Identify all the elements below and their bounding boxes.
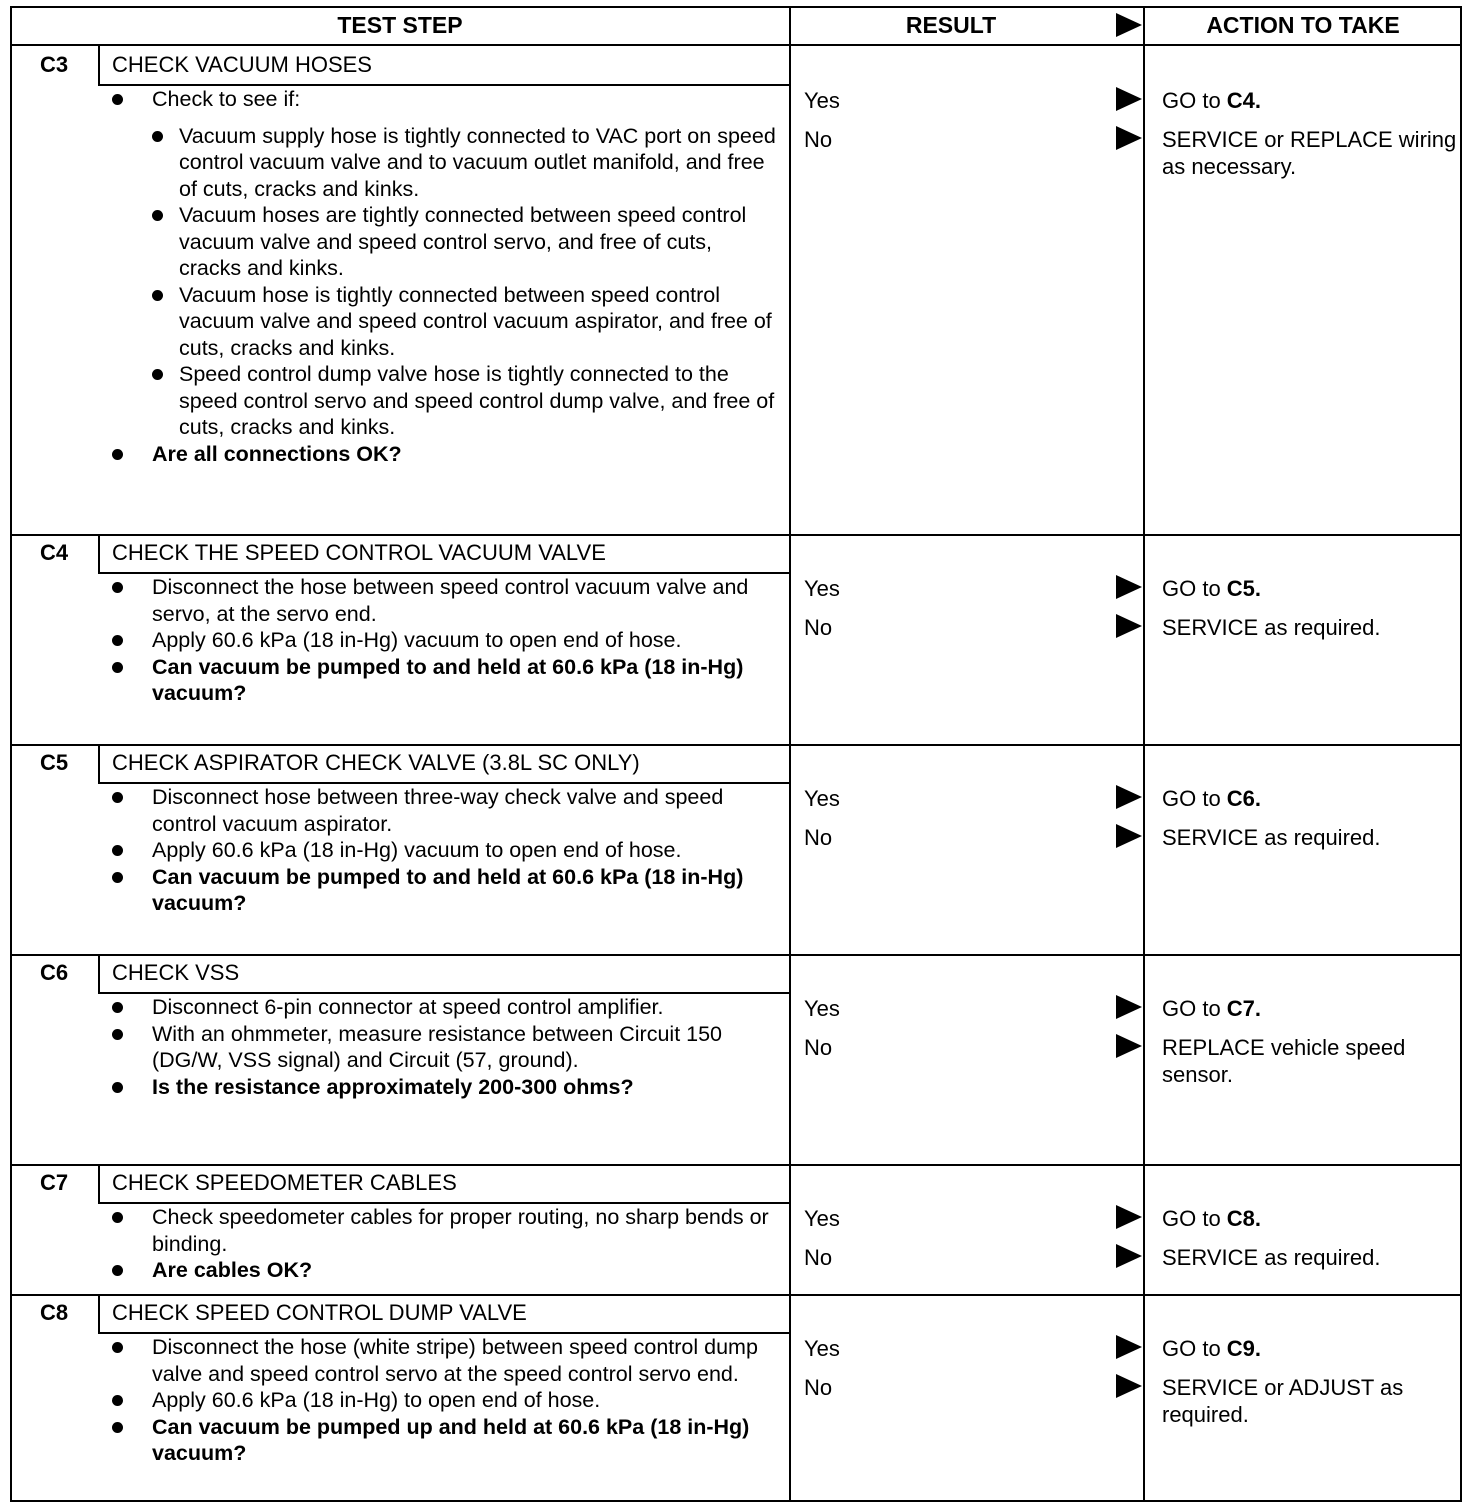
step-question bbox=[110, 864, 778, 917]
no-arrow-icon bbox=[1116, 1244, 1142, 1268]
vertical-rule bbox=[98, 954, 100, 992]
no-arrow-icon bbox=[1116, 1034, 1142, 1058]
yes-action-prefix: GO to bbox=[1162, 786, 1227, 811]
step-instruction bbox=[110, 994, 778, 1021]
step-question bbox=[110, 654, 778, 707]
sub-bullet-list bbox=[152, 123, 778, 441]
yes-arrow-icon bbox=[1116, 995, 1142, 1019]
diagnostic-table bbox=[10, 6, 1462, 1502]
bullet-icon bbox=[112, 1212, 123, 1223]
vertical-rule bbox=[98, 46, 100, 84]
yes-action bbox=[1162, 786, 1458, 813]
bullet-icon bbox=[112, 94, 123, 105]
yes-action-prefix: GO to bbox=[1162, 996, 1227, 1021]
result-yes: Yes bbox=[804, 996, 840, 1021]
bullet-icon bbox=[112, 1422, 123, 1433]
vertical-rule bbox=[98, 1164, 100, 1202]
bullet-text: Are all connections OK? bbox=[152, 441, 402, 466]
step-instruction bbox=[110, 1021, 778, 1074]
result-yes: Yes bbox=[804, 576, 840, 601]
sub-condition bbox=[152, 361, 778, 441]
step-id: C5 bbox=[39, 750, 69, 775]
bullet-icon bbox=[112, 1082, 123, 1093]
yes-arrow-icon bbox=[1116, 1205, 1142, 1229]
result-no: No bbox=[804, 127, 833, 152]
step-id: C6 bbox=[39, 960, 69, 985]
no-arrow-icon bbox=[1116, 824, 1142, 848]
yes-action-prefix: GO to bbox=[1162, 1206, 1227, 1231]
bullet-text: Check speedometer cables for proper routing, no sharp bends or binding. bbox=[152, 1205, 769, 1256]
step-title: CHECK ASPIRATOR CHECK VALVE (3.8L SC ONLY) bbox=[112, 750, 640, 775]
result-yes: Yes bbox=[804, 1206, 840, 1231]
step-instruction bbox=[110, 1204, 778, 1257]
step-id: C8 bbox=[39, 1300, 69, 1325]
step-question bbox=[110, 1414, 778, 1467]
no-action: SERVICE as required. bbox=[1162, 1245, 1381, 1270]
bullet-text: Disconnect the hose between speed control vacuum valve and servo, at the servo end. bbox=[152, 575, 749, 626]
step-bullet-list bbox=[110, 994, 778, 1100]
step-id: C7 bbox=[39, 1170, 69, 1195]
bullet-icon bbox=[152, 210, 163, 221]
step-instruction bbox=[110, 837, 778, 864]
yes-arrow-icon bbox=[1116, 575, 1142, 599]
step-instruction bbox=[110, 1334, 778, 1387]
sub-condition-text: Vacuum hoses are tightly connected between speed control vacuum valve and speed control servo, and free of cuts, cracks and kinks. bbox=[179, 203, 747, 280]
step-bullet-list bbox=[110, 86, 778, 467]
result-yes: Yes bbox=[804, 88, 840, 113]
bullet-text: Can vacuum be pumped up and held at 60.6 kPa (18 in-Hg) vacuum? bbox=[152, 1414, 750, 1465]
bullet-text: Can vacuum be pumped to and held at 60.6 kPa (18 in-Hg) vacuum? bbox=[152, 864, 744, 915]
bullet-text: Is the resistance approximately 200-300 ohms? bbox=[152, 1074, 634, 1099]
yes-action bbox=[1162, 1206, 1458, 1233]
no-arrow-icon bbox=[1116, 126, 1142, 150]
no-action: SERVICE as required. bbox=[1162, 615, 1381, 640]
yes-arrow-icon bbox=[1116, 1335, 1142, 1359]
no-action: REPLACE vehicle speed sensor. bbox=[1162, 1035, 1406, 1087]
bullet-icon bbox=[112, 662, 123, 673]
vertical-rule bbox=[1460, 6, 1462, 1502]
result-yes: Yes bbox=[804, 1336, 840, 1361]
bullet-text: Disconnect hose between three-way check valve and speed control vacuum aspirator. bbox=[152, 785, 724, 836]
yes-action-prefix: GO to bbox=[1162, 88, 1227, 113]
bullet-icon bbox=[112, 1002, 123, 1013]
step-bullet-list bbox=[110, 1204, 778, 1284]
bullet-icon bbox=[112, 449, 123, 460]
yes-action-target: C8. bbox=[1226, 1206, 1262, 1231]
step-question bbox=[110, 1074, 778, 1101]
bullet-text: Disconnect the hose (white stripe) between speed control dump valve and speed control servo at the speed control servo end. bbox=[152, 1335, 758, 1386]
yes-arrow-icon bbox=[1116, 87, 1142, 111]
sub-condition-text: Vacuum hose is tightly connected between speed control vacuum valve and speed control vacuum aspirator, and free of cuts, cracks and kinks. bbox=[179, 282, 772, 360]
sub-condition bbox=[152, 202, 778, 282]
result-no: No bbox=[804, 1035, 833, 1060]
action-header: ACTION TO TAKE bbox=[1206, 12, 1400, 38]
bullet-icon bbox=[112, 582, 123, 593]
bullet-text: Apply 60.6 kPa (18 in-Hg) to open end of hose. bbox=[152, 1388, 601, 1412]
bullet-text: Can vacuum be pumped to and held at 60.6 kPa (18 in-Hg) vacuum? bbox=[152, 654, 744, 705]
result-yes: Yes bbox=[804, 786, 840, 811]
sub-condition-text: Speed control dump valve hose is tightly connected to the speed control servo and speed control dump valve, and free of cuts, cracks and kinks. bbox=[179, 362, 775, 439]
step-id: C4 bbox=[39, 540, 69, 565]
bullet-text: Are cables OK? bbox=[152, 1258, 313, 1282]
no-arrow-icon bbox=[1116, 614, 1142, 638]
bullet-icon bbox=[112, 1265, 123, 1276]
result-no: No bbox=[804, 615, 833, 640]
bullet-icon bbox=[112, 845, 123, 856]
step-instruction bbox=[110, 1387, 778, 1414]
step-title: CHECK SPEEDOMETER CABLES bbox=[112, 1170, 457, 1195]
bullet-icon bbox=[152, 131, 163, 142]
yes-action-prefix: GO to bbox=[1162, 1336, 1227, 1361]
yes-action bbox=[1162, 996, 1458, 1023]
sub-condition bbox=[152, 282, 778, 362]
bullet-text: Apply 60.6 kPa (18 in-Hg) vacuum to open end of hose. bbox=[152, 628, 682, 652]
step-instruction bbox=[110, 627, 778, 654]
step-title: CHECK VACUUM HOSES bbox=[112, 52, 372, 77]
step-question bbox=[110, 441, 778, 468]
bullet-icon bbox=[152, 369, 163, 380]
horizontal-rule bbox=[10, 6, 1462, 8]
bullet-icon bbox=[112, 1395, 123, 1406]
horizontal-rule bbox=[10, 44, 1462, 46]
vertical-rule bbox=[789, 6, 791, 1502]
step-instruction bbox=[110, 574, 778, 627]
result-header: RESULT bbox=[905, 12, 997, 38]
step-instruction bbox=[110, 784, 778, 837]
bullet-icon bbox=[112, 872, 123, 883]
step-title: CHECK VSS bbox=[112, 960, 240, 985]
sub-condition-text: Vacuum supply hose is tightly connected to VAC port on speed control vacuum valve and to vacuum outlet manifold, and free of cuts, cracks and kinks. bbox=[179, 123, 776, 201]
yes-action-target: C7. bbox=[1226, 996, 1262, 1021]
bullet-icon bbox=[152, 290, 163, 301]
no-action: SERVICE or ADJUST as required. bbox=[1162, 1375, 1404, 1427]
yes-action-prefix: GO to bbox=[1162, 576, 1227, 601]
yes-arrow-icon bbox=[1116, 785, 1142, 809]
step-title: CHECK THE SPEED CONTROL VACUUM VALVE bbox=[112, 540, 606, 565]
no-action: SERVICE or REPLACE wiring as necessary. bbox=[1162, 127, 1457, 179]
bullet-icon bbox=[112, 635, 123, 646]
result-no: No bbox=[804, 825, 833, 850]
bullet-icon bbox=[112, 1342, 123, 1353]
yes-action-target: C9. bbox=[1226, 1336, 1262, 1361]
bullet-icon bbox=[112, 1029, 123, 1040]
bullet-text: Check to see if: bbox=[152, 87, 301, 111]
step-title: CHECK SPEED CONTROL DUMP VALVE bbox=[112, 1300, 527, 1325]
step-instruction bbox=[110, 86, 778, 441]
vertical-rule bbox=[98, 744, 100, 782]
vertical-rule bbox=[1143, 6, 1145, 1502]
yes-action bbox=[1162, 88, 1458, 115]
step-bullet-list bbox=[110, 574, 778, 707]
result-no: No bbox=[804, 1375, 833, 1400]
yes-action-target: C6. bbox=[1226, 786, 1262, 811]
step-question bbox=[110, 1257, 778, 1284]
test-step-header: TEST STEP bbox=[337, 12, 463, 38]
bullet-text: Disconnect 6-pin connector at speed control amplifier. bbox=[152, 995, 664, 1019]
yes-action-target: C5. bbox=[1226, 576, 1262, 601]
bullet-text: With an ohmmeter, measure resistance between Circuit 150 (DG/W, VSS signal) and Circuit (57, ground). bbox=[152, 1021, 723, 1072]
sub-condition bbox=[152, 123, 778, 203]
vertical-rule bbox=[98, 1294, 100, 1332]
yes-action bbox=[1162, 576, 1458, 603]
yes-action bbox=[1162, 1336, 1458, 1363]
vertical-rule bbox=[98, 534, 100, 572]
bullet-icon bbox=[112, 792, 123, 803]
no-arrow-icon bbox=[1116, 1374, 1142, 1398]
bullet-text: Apply 60.6 kPa (18 in-Hg) vacuum to open end of hose. bbox=[152, 838, 682, 862]
yes-action-target: C4. bbox=[1226, 88, 1262, 113]
step-bullet-list bbox=[110, 1334, 778, 1467]
header-arrow-icon bbox=[1116, 13, 1142, 37]
horizontal-rule bbox=[10, 1500, 1462, 1502]
result-no: No bbox=[804, 1245, 833, 1270]
step-id: C3 bbox=[39, 52, 69, 77]
no-action: SERVICE as required. bbox=[1162, 825, 1381, 850]
step-bullet-list bbox=[110, 784, 778, 917]
